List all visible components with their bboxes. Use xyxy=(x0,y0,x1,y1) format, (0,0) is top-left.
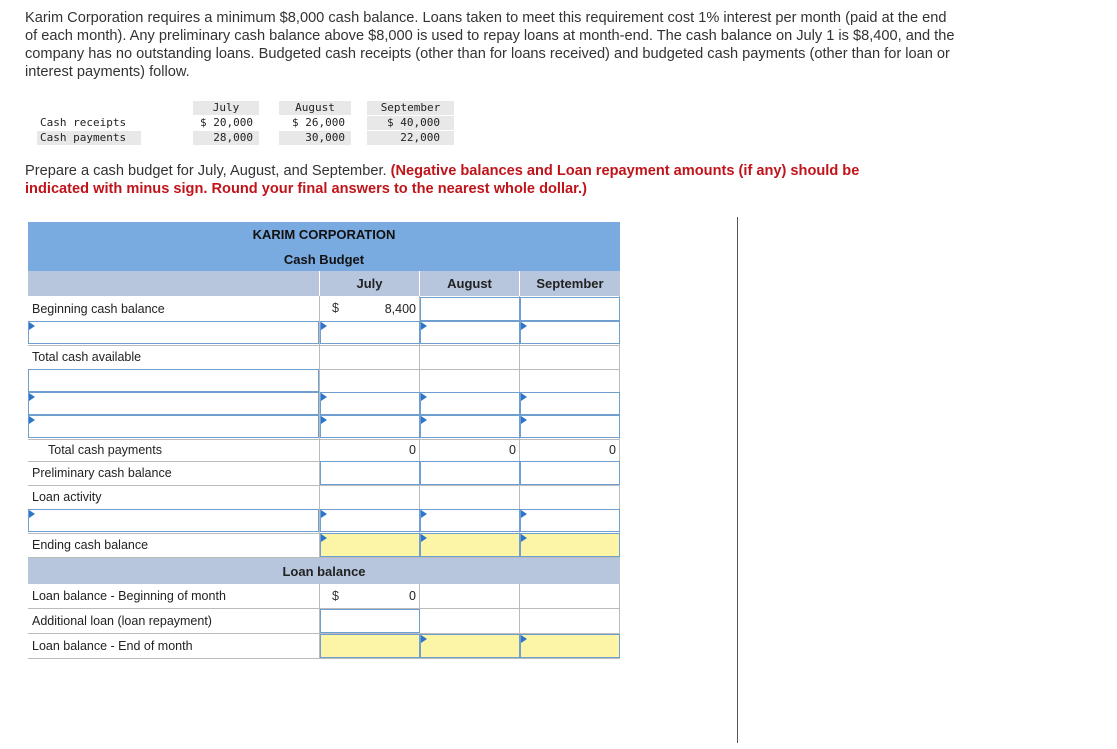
loan-activity-august-input[interactable] xyxy=(420,509,520,532)
loan-ending-september-input[interactable] xyxy=(520,634,620,658)
total-payments-july: 0 xyxy=(409,443,416,457)
given-header-august: August xyxy=(279,101,351,115)
total-payments-august: 0 xyxy=(509,443,516,457)
loan-activity-july-input[interactable] xyxy=(320,509,420,532)
dropdown-marker-icon xyxy=(321,393,327,401)
ending-cash-september-input[interactable] xyxy=(520,533,620,557)
receipts-august-input[interactable] xyxy=(420,321,520,344)
loan-ending-august-input[interactable] xyxy=(420,634,520,658)
dropdown-marker-icon xyxy=(29,510,35,518)
currency-symbol: $ xyxy=(332,589,339,603)
instructions xyxy=(25,162,925,198)
instructions-plain: Prepare a cash budget for July, August, and September. xyxy=(25,163,391,179)
dropdown-marker-icon xyxy=(29,416,35,424)
given-cell: 22,000 xyxy=(367,131,454,145)
row-label-loan-activity: Loan activity xyxy=(32,490,102,504)
dropdown-marker-icon xyxy=(29,322,35,330)
payment-september-input-3[interactable] xyxy=(520,415,620,438)
given-header-september: September xyxy=(367,101,454,115)
ending-cash-july-input[interactable] xyxy=(320,533,420,557)
payment-label-input-3[interactable] xyxy=(28,415,319,438)
given-cell: $ 40,000 xyxy=(367,116,454,130)
preliminary-july-input[interactable] xyxy=(320,461,420,485)
dropdown-marker-icon xyxy=(421,635,427,643)
total-payments-september: 0 xyxy=(609,443,616,457)
dropdown-marker-icon xyxy=(421,510,427,518)
dropdown-marker-icon xyxy=(521,510,527,518)
currency-symbol: $ xyxy=(332,301,339,315)
row-label-total-cash-available: Total cash available xyxy=(32,350,142,364)
given-cell: $ 26,000 xyxy=(292,116,345,129)
receipts-july-input[interactable] xyxy=(320,321,420,344)
row-label-preliminary-cash: Preliminary cash balance xyxy=(32,466,172,480)
row-label-total-cash-payments: Total cash payments xyxy=(48,443,162,457)
column-header-september: September xyxy=(520,271,620,296)
receipts-label-input[interactable] xyxy=(28,321,319,344)
payment-label-input-2[interactable] xyxy=(28,392,319,415)
row-label-beginning-cash: Beginning cash balance xyxy=(32,302,165,316)
row-label-loan-beginning: Loan balance - Beginning of month xyxy=(32,589,226,603)
preliminary-august-input[interactable] xyxy=(420,461,520,485)
dropdown-marker-icon xyxy=(321,534,327,542)
row-label-additional-loan: Additional loan (loan repayment) xyxy=(32,614,212,628)
given-row-label: Cash payments xyxy=(37,131,141,145)
dropdown-marker-icon xyxy=(421,416,427,424)
dropdown-marker-icon xyxy=(421,534,427,542)
payment-label-input-1[interactable] xyxy=(28,369,319,392)
given-row-label: Cash receipts xyxy=(40,116,127,129)
dropdown-marker-icon xyxy=(321,416,327,424)
beginning-cash-august-input[interactable] xyxy=(420,297,520,321)
loan-activity-september-input[interactable] xyxy=(520,509,620,532)
dropdown-marker-icon xyxy=(29,393,35,401)
loan-balance-header: Loan balance xyxy=(28,558,620,584)
loan-activity-label-input[interactable] xyxy=(28,509,319,532)
column-header-blank xyxy=(28,271,320,296)
row-rule xyxy=(28,658,620,659)
row-label-loan-ending: Loan balance - End of month xyxy=(32,639,193,653)
problem-statement: Karim Corporation requires a minimum $8,000 cash balance. Loans taken to meet this requirement cost 1% interest per month (paid at the end of each month). Any preliminary cash balance above $8,000 is used to repay loans at month-end. The cash balance on July 1 is $8,400, and the company has no outstanding loans. Budgeted cash receipts (other than for loans received) and budgeted cash payments (other than for loan or interest payments) follow. xyxy=(25,10,955,80)
beginning-cash-september-input[interactable] xyxy=(520,297,620,321)
preliminary-september-input[interactable] xyxy=(520,461,620,485)
payment-september-input-2[interactable] xyxy=(520,392,620,415)
given-cell: 30,000 xyxy=(279,131,351,145)
given-cell: $ 20,000 xyxy=(200,116,253,129)
given-cell: 28,000 xyxy=(193,131,259,145)
dropdown-marker-icon xyxy=(521,393,527,401)
dropdown-marker-icon xyxy=(421,322,427,330)
company-name: KARIM CORPORATION xyxy=(28,222,620,247)
budget-title: Cash Budget xyxy=(28,247,620,271)
dropdown-marker-icon xyxy=(521,416,527,424)
dropdown-marker-icon xyxy=(421,393,427,401)
vertical-divider xyxy=(737,217,738,743)
dropdown-marker-icon xyxy=(521,322,527,330)
dropdown-marker-icon xyxy=(521,534,527,542)
loan-beginning-july: 0 xyxy=(409,589,416,603)
instructions-bold: (Negative balances and Loan repayment amounts (if any) should be indicated with minus sign. Round your final answers to the nearest whole dollar.) xyxy=(25,163,860,197)
payment-july-input-3[interactable] xyxy=(320,415,420,438)
payment-july-input-2[interactable] xyxy=(320,392,420,415)
payment-august-input-3[interactable] xyxy=(420,415,520,438)
column-header-july: July xyxy=(320,271,420,296)
column-header-august: August xyxy=(420,271,520,296)
row-label-ending-cash: Ending cash balance xyxy=(32,538,149,552)
payment-august-input-2[interactable] xyxy=(420,392,520,415)
loan-ending-july-input[interactable] xyxy=(320,634,420,658)
ending-cash-august-input[interactable] xyxy=(420,533,520,557)
beginning-cash-july: 8,400 xyxy=(384,302,416,316)
additional-loan-july-input[interactable] xyxy=(320,609,420,633)
given-header-july: July xyxy=(193,101,259,115)
receipts-september-input[interactable] xyxy=(520,321,620,344)
dropdown-marker-icon xyxy=(521,635,527,643)
dropdown-marker-icon xyxy=(321,510,327,518)
dropdown-marker-icon xyxy=(321,322,327,330)
